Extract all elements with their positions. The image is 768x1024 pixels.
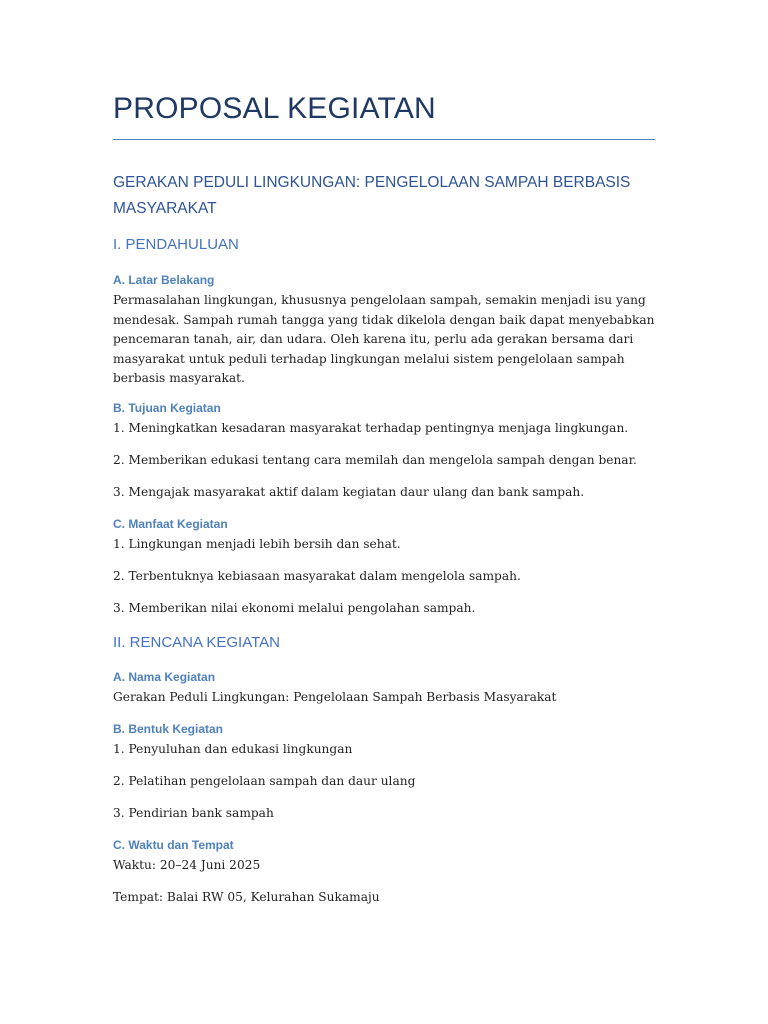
list-item-bentuk-2: 2. Pelatihan pengelolaan sampah dan daur ulang xyxy=(113,774,416,788)
list-item-tujuan-1: 1. Meningkatkan kesadaran masyarakat terhadap pentingnya menjaga lingkungan. xyxy=(113,421,629,435)
list-item-tujuan-2: 2. Memberikan edukasi tentang cara memilah dan mengelola sampah dengan benar. xyxy=(113,453,637,467)
document-title: PROPOSAL KEGIATAN xyxy=(113,92,436,125)
list-item-manfaat-1: 1. Lingkungan menjadi lebih bersih dan sehat. xyxy=(113,537,401,551)
list-item-manfaat-2: 2. Terbentuknya kebiasaan masyarakat dalam mengelola sampah. xyxy=(113,569,521,583)
subheading-latar-belakang: A. Latar Belakang xyxy=(113,273,215,287)
paragraph-tempat: Tempat: Balai RW 05, Kelurahan Sukamaju xyxy=(113,890,380,904)
paragraph-waktu: Waktu: 20–24 Juni 2025 xyxy=(113,858,261,872)
title-underline xyxy=(113,139,655,140)
subheading-nama-kegiatan: A. Nama Kegiatan xyxy=(113,670,216,684)
paragraph-nama-kegiatan: Gerakan Peduli Lingkungan: Pengelolaan Sampah Berbasis Masyarakat xyxy=(113,690,557,704)
list-item-bentuk-3: 3. Pendirian bank sampah xyxy=(113,806,274,820)
subheading-waktu-tempat: C. Waktu dan Tempat xyxy=(113,838,234,852)
document-subtitle: GERAKAN PEDULI LINGKUNGAN: PENGELOLAAN SAMPAH BERBASIS MASYARAKAT xyxy=(113,174,631,217)
paragraph-latar-belakang: Permasalahan lingkungan, khususnya pengelolaan sampah, semakin menjadi isu yang mendesak. Sampah rumah tangga yang tidak dikelola dengan baik dapat menyebabkan pencemaran tanah, air, dan udara. Oleh karena itu, perlu ada gerakan bersama dari masyarakat untuk peduli terhadap lingkungan melalui sistem pengelolaan sampah berbasis masyarakat. xyxy=(113,293,655,385)
subheading-manfaat-kegiatan: C. Manfaat Kegiatan xyxy=(113,517,228,531)
section-heading-pendahuluan: I. PENDAHULUAN xyxy=(113,236,239,253)
list-item-manfaat-3: 3. Memberikan nilai ekonomi melalui pengolahan sampah. xyxy=(113,601,476,615)
list-item-bentuk-1: 1. Penyuluhan dan edukasi lingkungan xyxy=(113,742,353,756)
list-item-tujuan-3: 3. Mengajak masyarakat aktif dalam kegiatan daur ulang dan bank sampah. xyxy=(113,485,585,499)
subheading-bentuk-kegiatan: B. Bentuk Kegiatan xyxy=(113,722,224,736)
section-heading-rencana-kegiatan: II. RENCANA KEGIATAN xyxy=(113,634,280,651)
subheading-tujuan-kegiatan: B. Tujuan Kegiatan xyxy=(113,401,221,415)
